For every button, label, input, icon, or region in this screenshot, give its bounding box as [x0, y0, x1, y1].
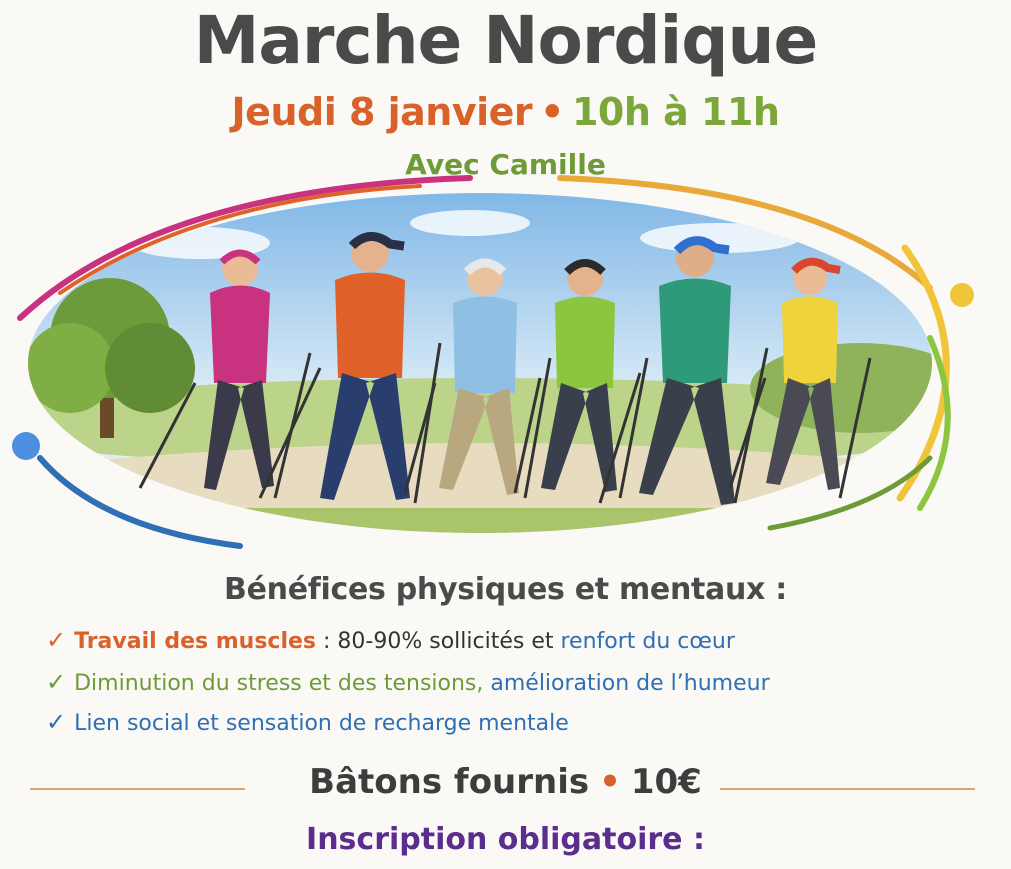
benefit-item: [46, 626, 735, 654]
bullet-separator: •: [540, 90, 564, 134]
benefit-text: Diminution du stress et des tensions,: [74, 671, 491, 696]
date-time-line: [0, 90, 1011, 134]
bullet-separator: •: [599, 762, 621, 802]
benefit-item: [46, 668, 770, 696]
benefit-highlight: renfort du cœur: [560, 629, 735, 654]
benefits-title: Bénéfices physiques et mentaux :: [224, 572, 787, 607]
checkmark-icon: ✓: [46, 626, 67, 654]
event-time: 10h à 11h: [571, 90, 780, 134]
event-date: Jeudi 8 janvier: [231, 90, 533, 134]
signup-notice: Inscription obligatoire :: [306, 822, 705, 857]
benefit-item: [46, 708, 569, 736]
walkers-illustration: [0, 168, 1011, 563]
coach-name: Avec Camille: [405, 148, 606, 181]
checkmark-icon: ✓: [46, 708, 67, 736]
checkmark-icon: ✓: [46, 668, 67, 696]
benefit-highlight: amélioration de l’humeur: [490, 671, 770, 696]
benefit-highlight: Travail des muscles: [74, 629, 317, 654]
equipment-text: Bâtons fournis: [309, 762, 590, 802]
price-value: 10€: [630, 762, 702, 802]
benefit-text: Lien social et sensation de recharge mentale: [74, 711, 569, 736]
poster-title: Marche Nordique: [193, 2, 818, 79]
benefit-text: : 80-90% sollicités et: [316, 629, 561, 654]
price-line: [0, 762, 1011, 802]
